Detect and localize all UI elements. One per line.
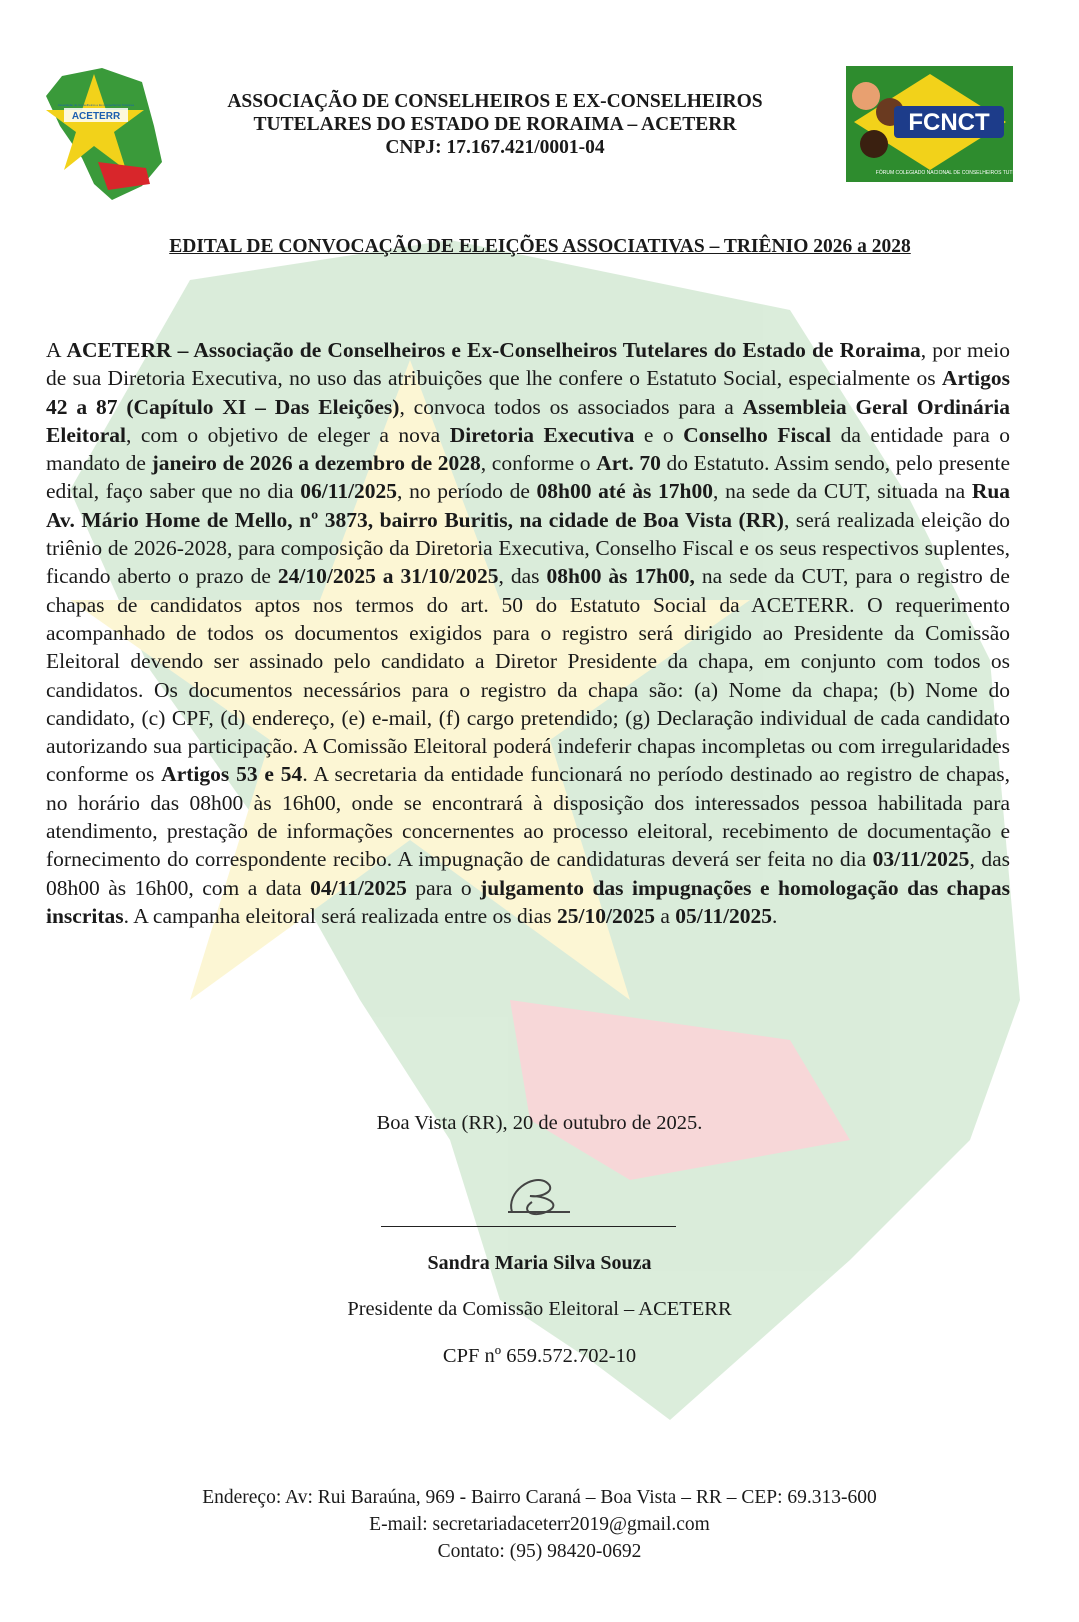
footer bbox=[0, 1484, 1079, 1565]
signer-cpf: CPF nº 659.572.702-10 bbox=[442, 1345, 637, 1367]
body-bold-segment: Assembleia Geral Ordinária Eleitoral bbox=[46, 394, 1011, 447]
body-bold-segment: julgamento das impugnações e homologação das chapas inscritas bbox=[46, 875, 1011, 928]
body-bold-segment: 04/11/2025 bbox=[310, 875, 407, 900]
footer-email: E-mail: secretariadaceterr2019@gmail.com bbox=[369, 1514, 710, 1535]
fcnct-logo-caption: FÓRUM COLEGIADO NACIONAL DE CONSELHEIROS TUTELARES bbox=[875, 170, 1033, 176]
body-text-segment: , conforme o bbox=[480, 451, 597, 476]
body-text-segment: e o bbox=[634, 422, 684, 447]
body-text-segment: a bbox=[654, 903, 676, 928]
organization-header bbox=[190, 90, 800, 159]
body-text-segment: da entidade para o mandato de bbox=[46, 422, 1010, 476]
org-name-line2: TUTELARES DO ESTADO DE RORAIMA – ACETERR bbox=[253, 114, 737, 135]
body-text-segment: . A secretaria da entidade funcionará no período destinado ao registro de chapas, no horário das 08h00 às 16h00, onde se encontrará à disposição dos interessados pessoa habilitada para atendimento, prestação de informações concernentes ao processo eleitoral, recebimento de documentação e fornecimento do correspondente recibo. A impugnação de candidaturas deverá ser feita no dia bbox=[46, 762, 1010, 872]
body-bold-segment: 03/11/2025 bbox=[872, 847, 970, 872]
body-bold-segment: Art. 70 bbox=[596, 451, 661, 476]
body-bold-segment: 08h00 às 17h00, bbox=[546, 564, 695, 589]
aceterr-logo-small-text: Associação de Conselheiros e Ex-Conselheiros Tutelares bbox=[57, 103, 135, 107]
edital-body bbox=[46, 336, 1010, 930]
body-text-segment: , na sede da CUT, situada na bbox=[713, 479, 972, 504]
aceterr-logo bbox=[42, 66, 168, 202]
document-title: EDITAL DE CONVOCAÇÃO DE ELEIÇÕES ASSOCIATIVAS – TRIÊNIO 2026 a 2028 bbox=[169, 236, 911, 257]
body-text-segment: , no período de bbox=[397, 479, 537, 504]
body-text-segment: do Estatuto. Assim sendo, pelo presente edital, faço saber que no dia bbox=[46, 451, 1010, 504]
body-bold-segment: 24/10/2025 a 31/10/2025 bbox=[277, 564, 499, 589]
body-bold-segment: Artigos 42 a 87 (Capítulo XI – Das Eleições) bbox=[46, 366, 1010, 419]
handwritten-signature bbox=[502, 1172, 574, 1220]
body-bold-segment: janeiro de 2026 a dezembro de 2028 bbox=[151, 451, 481, 476]
org-name-line1: ASSOCIAÇÃO DE CONSELHEIROS E EX-CONSELHEIROS bbox=[227, 91, 763, 112]
body-text-segment: na sede da CUT, para o registro de chapas de candidatos aptos nos termos do art. 50 do Estatuto Social da ACETERR. O requerimento acompanhado de todos os documentos exigidos para o registro será dirigido ao Presidente da Comissão Eleitoral devendo ser assinado pelo candidato a Diretor Presidente da chapa, em conjunto com todos os candidatos. Os documentos necessários para o registro da chapa são: (a) Nome da chapa; (b) Nome do candidato, (c) CPF, (d) endereço, (e) e-mail, (f) cargo pretendido; (g) Declaração individual de cada candidato autorizando sua participação. A Comissão Eleitoral poderá indeferir chapas incompletas ou com irregularidades conforme os bbox=[46, 564, 1010, 787]
body-text-segment: , com o objetivo de eleger a nova bbox=[126, 422, 450, 447]
signer-role: Presidente da Comissão Eleitoral – ACETERR bbox=[347, 1298, 732, 1320]
body-bold-segment: Rua Av. Mário Home de Mello, nº 3873, bairro Buritis, na cidade de Boa Vista (RR) bbox=[46, 479, 1011, 532]
body-bold-segment: 25/10/2025 bbox=[557, 903, 655, 928]
body-bold-segment: 06/11/2025 bbox=[300, 479, 398, 504]
signature-line bbox=[381, 1226, 676, 1227]
body-text-segment: . A campanha eleitoral será realizada entre os dias bbox=[123, 903, 558, 928]
fcnct-logo-text: FCNCT bbox=[908, 109, 990, 136]
body-text-segment: , por meio de sua Diretoria Executiva, no uso das atribuições que lhe confere o Estatuto Social, especialmente os bbox=[46, 338, 1011, 391]
body-text-segment: . bbox=[772, 903, 778, 928]
signer-name: Sandra Maria Silva Souza bbox=[427, 1252, 652, 1274]
body-text-segment: , das bbox=[498, 564, 547, 589]
body-text-segment: para o bbox=[406, 875, 481, 900]
body-bold-segment: Conselho Fiscal bbox=[683, 422, 832, 447]
body-text-segment: , será realizada eleição do triênio de 2026-2028, para composição da Diretoria Executiva, Conselho Fiscal e os seus respectivos suplentes, ficando aberto o prazo de bbox=[46, 507, 1010, 589]
body-bold-segment: 08h00 até às 17h00 bbox=[536, 479, 714, 504]
footer-address: Endereço: Av: Rui Baraúna, 969 - Bairro Caraná – Boa Vista – RR – CEP: 69.313-600 bbox=[202, 1487, 877, 1508]
footer-contact: Contato: (95) 98420-0692 bbox=[437, 1541, 642, 1562]
body-bold-segment: Diretoria Executiva bbox=[449, 422, 635, 447]
body-text-segment: , das 08h00 às 16h00, com a data bbox=[46, 847, 1010, 900]
fcnct-logo bbox=[846, 66, 1033, 182]
body-text-segment: A bbox=[46, 338, 67, 362]
body-bold-segment: Artigos 53 e 54 bbox=[161, 762, 303, 787]
place-date: Boa Vista (RR), 20 de outubro de 2025. bbox=[376, 1112, 703, 1134]
org-cnpj: CNPJ: 17.167.421/0001-04 bbox=[385, 137, 605, 158]
body-bold-segment: ACETERR – Associação de Conselheiros e Ex-Conselheiros Tutelares do Estado de Roraima bbox=[66, 338, 921, 362]
aceterr-logo-text: ACETERR bbox=[71, 111, 121, 122]
body-text-segment: , convoca todos os associados para a bbox=[399, 394, 743, 419]
body-bold-segment: 05/11/2025 bbox=[675, 903, 773, 928]
